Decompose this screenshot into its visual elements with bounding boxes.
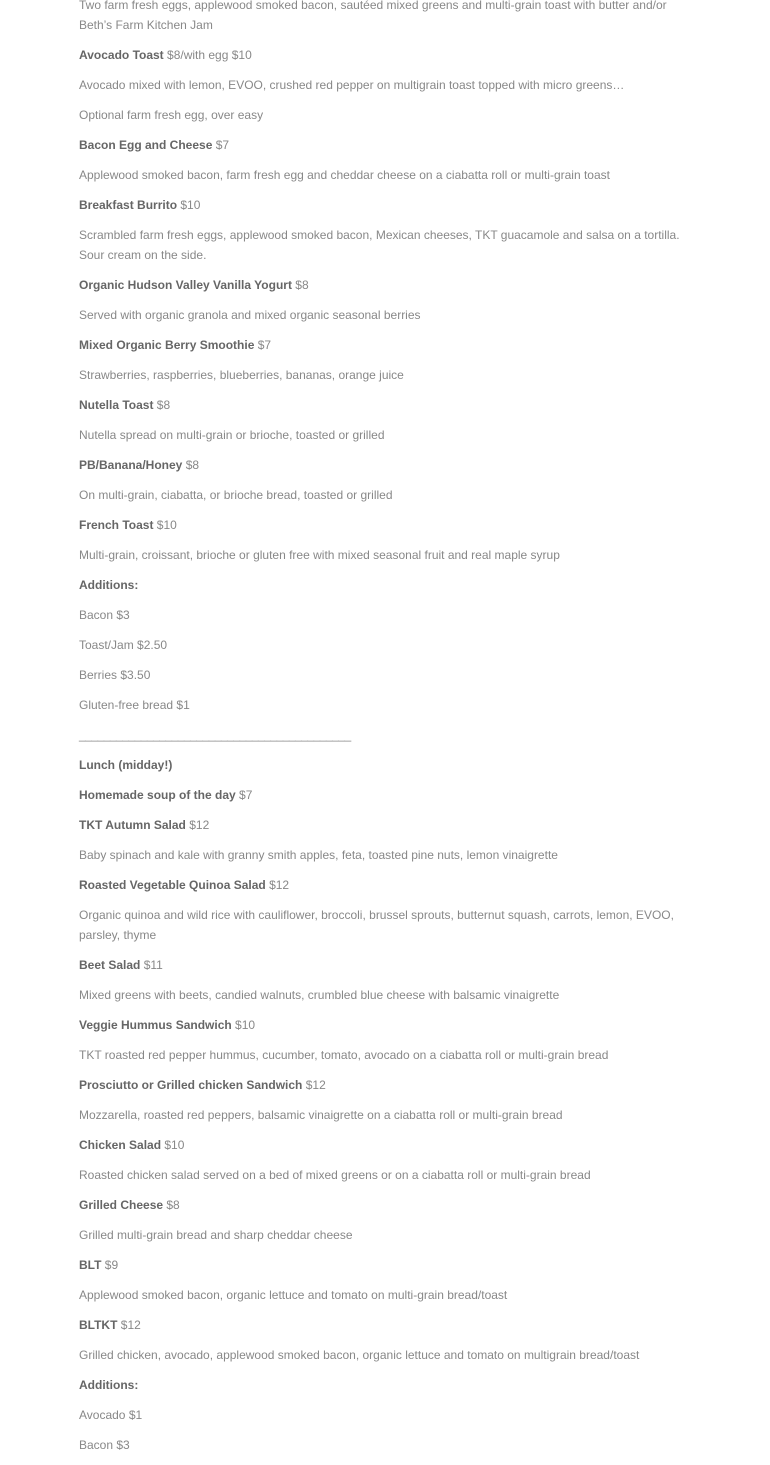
menu-item-price: $8 — [153, 398, 171, 412]
menu-item-name: Breakfast Burrito — [79, 198, 178, 212]
menu-item — [79, 875, 687, 895]
menu-item-description: Optional farm fresh egg, over easy — [79, 108, 264, 122]
menu-item-description: Grilled multi-grain bread and sharp cheddar cheese — [79, 1228, 353, 1242]
menu-item-name: Beet Salad — [79, 958, 141, 972]
menu-item — [79, 395, 687, 415]
menu-item-description: Applewood smoked bacon, organic lettuce and tomato on multi-grain bread/toast — [79, 1288, 508, 1302]
menu-item-description: Roasted chicken salad served on a bed of mixed greens or on a ciabatta roll or multi-grain bread — [79, 1168, 591, 1182]
menu-item-price: $9 — [101, 1258, 119, 1272]
menu-item — [79, 955, 687, 975]
menu-item — [79, 1315, 687, 1335]
menu-item-name: Homemade soup of the day — [79, 788, 236, 802]
addition-item: Gluten-free bread $1 — [79, 698, 190, 712]
menu-item-price: $12 — [185, 818, 210, 832]
section-heading-lunch: Lunch (midday!) — [79, 758, 173, 772]
menu-item-description: Baby spinach and kale with granny smith apples, feta, toasted pine nuts, lemon vinaigrette — [79, 848, 558, 862]
menu-item-name: Nutella Toast — [79, 398, 154, 412]
menu-item-description: Served with organic granola and mixed organic seasonal berries — [79, 308, 421, 322]
menu-item-description: On multi-grain, ciabatta, or brioche bread, toasted or grilled — [79, 488, 393, 502]
menu-item-price: $8 — [291, 278, 309, 292]
addition-item: Avocado $1 — [79, 1408, 143, 1422]
menu-item — [79, 135, 687, 155]
menu-item-price: $8 — [163, 1198, 180, 1212]
menu-item-name: Chicken Salad — [79, 1138, 162, 1152]
menu-item-description: TKT roasted red pepper hummus, cucumber, tomato, avocado on a ciabatta roll or multi-grain bread — [79, 1048, 609, 1062]
menu-item-description: Organic quinoa and wild rice with cauliflower, broccoli, brussel sprouts, butternut squash, carrots, lemon, EVOO, parsley, thyme — [79, 908, 674, 942]
menu-item — [79, 335, 687, 355]
menu-item — [79, 515, 687, 535]
additions-heading: Additions: — [79, 578, 139, 592]
menu-item-price: $12 — [117, 1318, 141, 1332]
section-divider: ____________________________________________ — [79, 728, 351, 742]
menu-item — [79, 45, 687, 65]
menu-item-price: $7 — [212, 138, 230, 152]
menu-item — [79, 815, 687, 835]
additions-heading: Additions: — [79, 1378, 139, 1392]
menu-item — [79, 1255, 687, 1275]
menu-item-name: BLT — [79, 1258, 102, 1272]
menu-item-name: Organic Hudson Valley Vanilla Yogurt — [79, 278, 292, 292]
menu-item — [79, 1015, 687, 1035]
menu-item-name: Bacon Egg and Cheese — [79, 138, 213, 152]
addition-item: Berries $3.50 — [79, 668, 151, 682]
menu-item-description: Scrambled farm fresh eggs, applewood smoked bacon, Mexican cheeses, TKT guacamole and salsa on a tortilla. Sour cream on the side. — [79, 228, 680, 262]
menu-item — [79, 1195, 687, 1215]
addition-item: Bacon $3 — [79, 608, 130, 622]
menu-item-description: Mozzarella, roasted red peppers, balsamic vinaigrette on a ciabatta roll or multi-grain bread — [79, 1108, 563, 1122]
menu-item-price: $12 — [265, 878, 290, 892]
menu-item — [79, 785, 687, 805]
menu-item-name: French Toast — [79, 518, 154, 532]
menu-item-name: TKT Autumn Salad — [79, 818, 186, 832]
menu-item-name: BLTKT — [79, 1318, 118, 1332]
menu-item-price: $10 — [231, 1018, 256, 1032]
addition-item: Toast/Jam $2.50 — [79, 638, 168, 652]
menu-item-price: $10 — [153, 518, 177, 532]
menu-item-price: $10 — [177, 198, 201, 212]
menu-item-description: Multi-grain, croissant, brioche or gluten free with mixed seasonal fruit and real maple syrup — [79, 548, 560, 562]
menu-item-price: $7 — [254, 338, 272, 352]
menu-item-price: $8/with egg $10 — [163, 48, 252, 62]
menu-content — [79, 0, 687, 1465]
menu-item-price: $7 — [235, 788, 253, 802]
menu-item-name: Avocado Toast — [79, 48, 164, 62]
menu-item — [79, 1075, 687, 1095]
menu-item-description: Applewood smoked bacon, farm fresh egg and cheddar cheese on a ciabatta roll or multi-grain toast — [79, 168, 610, 182]
menu-item-name: Mixed Organic Berry Smoothie — [79, 338, 255, 352]
menu-item — [79, 455, 687, 475]
menu-item — [79, 1135, 687, 1155]
menu-item-description: Avocado mixed with lemon, EVOO, crushed red pepper on multigrain toast topped with micro greens… — [79, 78, 625, 92]
menu-item-description: Grilled chicken, avocado, applewood smoked bacon, organic lettuce and tomato on multigrain bread/toast — [79, 1348, 640, 1362]
menu-item-name: Grilled Cheese — [79, 1198, 164, 1212]
menu-item — [79, 275, 687, 295]
menu-item-price: $11 — [140, 958, 163, 972]
menu-item-description: Strawberries, raspberries, blueberries, bananas, orange juice — [79, 368, 404, 382]
menu-item-name: Roasted Vegetable Quinoa Salad — [79, 878, 266, 892]
menu-item-description: Two farm fresh eggs, applewood smoked bacon, sautéed mixed greens and multi-grain toast with butter and/or Beth’s Farm Kitchen Jam — [79, 0, 667, 32]
menu-item-name: Veggie Hummus Sandwich — [79, 1018, 232, 1032]
menu-item-description: Mixed greens with beets, candied walnuts, crumbled blue cheese with balsamic vinaigrette — [79, 988, 560, 1002]
menu-item-price: $8 — [182, 458, 200, 472]
addition-item: Bacon $3 — [79, 1438, 130, 1452]
menu-item — [79, 195, 687, 215]
menu-item-name: PB/Banana/Honey — [79, 458, 183, 472]
menu-item-price: $10 — [161, 1138, 185, 1152]
menu-item-price: $12 — [302, 1078, 326, 1092]
menu-item-description: Nutella spread on multi-grain or brioche, toasted or grilled — [79, 428, 385, 442]
menu-item-name: Prosciutto or Grilled chicken Sandwich — [79, 1078, 303, 1092]
